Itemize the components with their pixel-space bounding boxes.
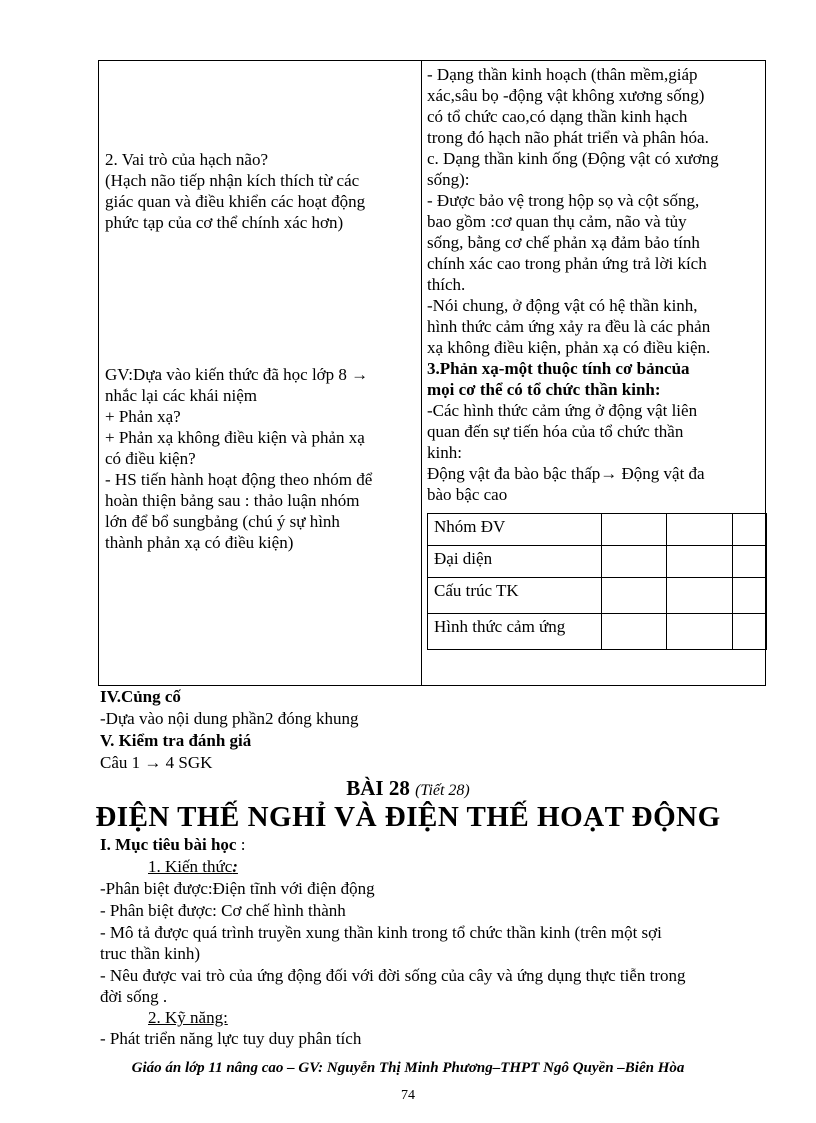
table-row (428, 578, 767, 614)
consolidation-text: -Dựa vào nội dung phần2 đóng khung (100, 709, 359, 728)
text-line: sống): (427, 170, 470, 189)
table-row (428, 614, 767, 650)
text-line: + Phản xạ? (105, 407, 181, 426)
objectives-heading-label: I. Mục tiêu bài học (100, 835, 237, 854)
text-line: có tổ chức cao,có dạng thần kinh hạch (427, 107, 688, 126)
page-number: 74 (401, 1088, 415, 1103)
knowledge-item: đời sống . (100, 987, 168, 1006)
comparison-table (427, 513, 767, 650)
section-heading-line: 3.Phản xạ-một thuộc tính cơ bảncủa (427, 359, 690, 378)
text-line: Động vật đa bào bậc thấp→ Động vật đa (427, 464, 705, 483)
empty-cell (667, 546, 733, 578)
empty-cell (601, 514, 667, 546)
column-divider (421, 61, 422, 685)
objectives-heading (100, 834, 245, 855)
table-row (428, 514, 767, 546)
empty-cell (667, 614, 733, 650)
text-line: GV:Dựa vào kiến thức đã học lớp 8 → (105, 365, 369, 384)
empty-cell (733, 514, 767, 546)
page-title: ĐIỆN THẾ NGHỈ VÀ ĐIỆN THẾ HOẠT ĐỘNG (95, 801, 721, 833)
text-line: trong đó hạch não phát triển và phân hóa. (427, 128, 709, 147)
text-line: quan đến sự tiến hóa của tổ chức thần (427, 422, 684, 441)
assessment-heading: V. Kiểm tra đánh giá (100, 731, 252, 750)
text-line: - HS tiến hành hoạt động theo nhóm để (105, 470, 373, 489)
section-heading-line: mọi cơ thể có tổ chức thần kinh: (427, 380, 661, 399)
page-footer: Giáo án lớp 11 nâng cao – GV: Nguyễn Thị Minh Phương–THPT Ngô Quyền –Biên Hòa (131, 1060, 685, 1076)
text-line: thích. (427, 275, 466, 294)
text-line: kinh: (427, 443, 462, 462)
text-line: + Phản xạ không điều kiện và phản xạ (105, 428, 365, 447)
text-line: c. Dạng thần kinh ống (Động vật có xương (427, 149, 719, 168)
text-line: xạ không điều kiện, phản xạ có điều kiện. (427, 338, 711, 357)
text-line: -Các hình thức cảm ứng ở động vật liên (427, 401, 698, 420)
lesson-title (0, 776, 816, 803)
knowledge-colon: : (232, 857, 238, 876)
text-line: thành phản xạ có điều kiện) (105, 533, 294, 552)
lesson-period: (Tiết 28) (415, 782, 470, 799)
empty-cell (667, 578, 733, 614)
empty-cell (733, 614, 767, 650)
text-line: phức tạp của cơ thể chính xác hơn) (105, 213, 344, 232)
consolidation-heading: IV.Củng cố (100, 687, 181, 706)
table-row (428, 546, 767, 578)
text-line: chính xác cao trong phản ứng trả lời kích (427, 254, 707, 273)
text-line: - Được bảo vệ trong hộp sọ và cột sống, (427, 191, 700, 210)
skills-heading: 2. Kỹ năng: (148, 1008, 228, 1027)
left-block-hach-nao (105, 149, 365, 233)
left-block-phan-xa (105, 364, 372, 553)
text-line: -Nói chung, ở động vật có hệ thần kinh, (427, 296, 698, 315)
knowledge-label: 1. Kiến thức (148, 857, 233, 876)
lesson-number: BÀI 28 (346, 776, 410, 800)
knowledge-item: - Mô tả được quá trình truyền xung thần kinh trong tổ chức thần kinh (trên một sợi (100, 923, 662, 942)
empty-cell (601, 546, 667, 578)
row-label: Đại diện (428, 546, 602, 578)
knowledge-item: - Phân biệt được: Cơ chế hình thành (100, 901, 346, 920)
text-line: - Dạng thần kinh hoạch (thân mềm,giáp (427, 65, 698, 84)
knowledge-heading (148, 856, 238, 877)
text-line: bào bậc cao (427, 485, 508, 504)
empty-cell (733, 546, 767, 578)
objectives-heading-colon: : (236, 835, 246, 854)
knowledge-item: -Phân biệt được:Điện tĩnh với điện động (100, 879, 375, 898)
lesson-table (98, 60, 766, 686)
skills-item: - Phát triển năng lực tuy duy phân tích (100, 1029, 362, 1048)
empty-cell (601, 578, 667, 614)
text-line: lớn để bổ sungbảng (chú ý sự hình (105, 512, 340, 531)
right-column-content (427, 64, 719, 505)
text-line: hoàn thiện bảng sau : thảo luận nhóm (105, 491, 360, 510)
empty-cell (667, 514, 733, 546)
text-line: sống, bằng cơ chế phản xạ đảm bảo tính (427, 233, 700, 252)
text-line: giác quan và điều khiển các hoạt động (105, 192, 366, 211)
text-line: (Hạch não tiếp nhận kích thích từ các (105, 171, 360, 190)
text-line: hình thức cảm ứng xảy ra đều là các phản (427, 317, 711, 336)
text-line: có điều kiện? (105, 449, 196, 468)
empty-cell (601, 614, 667, 650)
row-label: Hình thức cảm ứng (428, 614, 602, 650)
empty-cell (733, 578, 767, 614)
knowledge-item: truc thần kinh) (100, 944, 201, 963)
text-line: 2. Vai trò của hạch não? (105, 150, 269, 169)
text-line: nhắc lại các khái niệm (105, 386, 257, 405)
row-label: Nhóm ĐV (428, 514, 602, 546)
knowledge-item: - Nêu được vai trò của ứng động đối với đời sống của cây và ứng dụng thực tiễn trong (100, 966, 686, 985)
text-line: bao gồm :cơ quan thụ cảm, não và tủy (427, 212, 687, 231)
assessment-text: Câu 1 → 4 SGK (100, 753, 213, 772)
row-label: Cấu trúc TK (428, 578, 602, 614)
text-line: xác,sâu bọ -động vật không xương sống) (427, 86, 705, 105)
